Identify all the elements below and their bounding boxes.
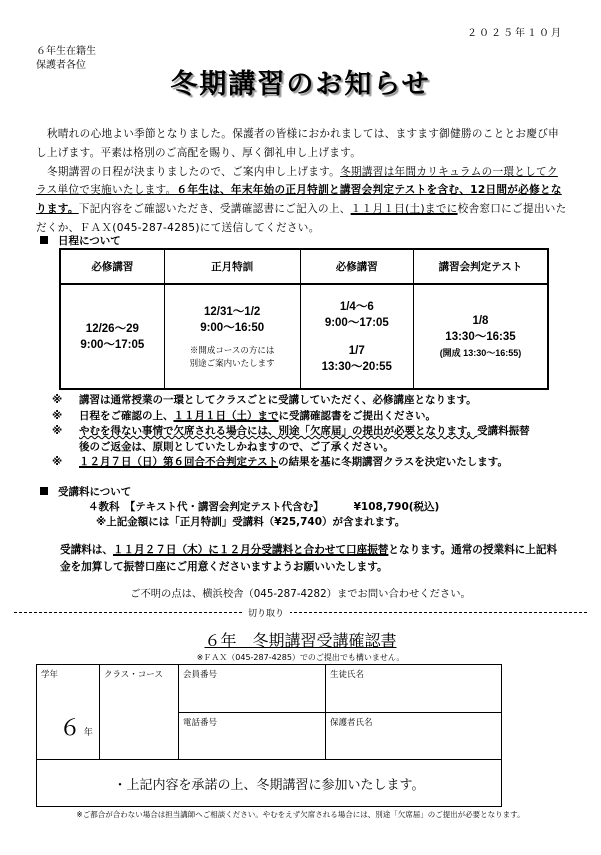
cell-note: (開成 13:30～16:55) [439, 347, 522, 358]
guardian-name-field[interactable] [326, 712, 502, 760]
cut-label: 切り取り [242, 606, 290, 619]
intro-paragraphs [36, 125, 568, 238]
student-name-field[interactable] [326, 665, 502, 713]
guardian-name-label: 保護者氏名 [330, 717, 373, 728]
agreement-statement: ・上記内容を承諾の上、冬期講習に参加いたします。 [37, 760, 502, 807]
square-bullet-icon [40, 236, 48, 244]
col-header: 講習会判定テスト [413, 249, 548, 284]
member-number-label: 会員番号 [183, 670, 218, 680]
reference-mark-icon: ※ [52, 425, 63, 437]
fee-para-part: 受講料は、 [60, 544, 113, 556]
intro-text-a: 冬期講習の日程が決まりましたので、ご案内申し上げます。 [47, 165, 341, 178]
note-text [79, 424, 530, 455]
reference-mark-icon: ※ [52, 456, 63, 468]
dashed-divider [14, 612, 587, 613]
issue-date: ２０２５年１０月 [467, 28, 563, 39]
cell-date: 1/8 [472, 314, 489, 327]
note-part: 後のご返金は、原則としていたしかねますので、ご了承ください。 [79, 440, 394, 453]
student-name-label: 生徒氏名 [330, 670, 365, 680]
fee-heading [40, 484, 131, 499]
note-absence: やむを得ない事情で欠席される場合には、別途「欠席届」の提出が必要となります。 [79, 425, 478, 437]
col-header: 必修講習 [300, 249, 413, 284]
fax-note: ※ＦＡＸ（045-287-4285）でのご提出でも構いません。 [196, 653, 405, 662]
cell-note-line: ※開成コースの方には [189, 344, 275, 355]
note-part: の結果を基に冬期講習クラスを決定いたします。 [278, 456, 508, 468]
cell-time: 9:00～17:05 [324, 316, 389, 329]
cell-time: 13:30～16:35 [445, 330, 516, 343]
cell-date: 1/4～6 [339, 300, 374, 313]
class-course-field[interactable] [100, 665, 179, 760]
cell-note-line: 別途ご案内いたします [189, 357, 275, 368]
col-header: 必修講習 [60, 249, 164, 284]
form-title-text: ６年 冬期講習受講確認書 [204, 631, 397, 650]
schedule-header-row [60, 249, 548, 284]
grade-label: 学年 [41, 670, 59, 680]
square-bullet-icon [40, 487, 48, 495]
member-number-field[interactable] [179, 665, 326, 713]
schedule-cell [164, 284, 300, 389]
note-deadline: １１月１日（土）まで [173, 409, 279, 422]
schedule-cell [60, 284, 164, 389]
cell-date: 12/26～29 [85, 322, 139, 335]
note-item [52, 393, 530, 409]
form-title [0, 628, 601, 651]
fee-para-part: となります。通常の授業料に上記料金を加算して振替口座にご用意くださいますようお願いいたします。 [60, 544, 558, 573]
schedule-row [60, 284, 548, 389]
phone-number-field[interactable] [179, 712, 326, 760]
cell-time: 9:00～16:50 [200, 321, 265, 334]
page-title: 冬期講習のお知らせ [170, 69, 431, 100]
schedule-cell [300, 284, 413, 389]
grade-cell [37, 665, 100, 760]
cell-note [166, 344, 299, 370]
reference-mark-icon: ※ [52, 394, 63, 406]
note-item [52, 455, 530, 471]
note-text: 講習は通常授業の一環としてクラスごとに受講していただく、必修講座となります。 [79, 394, 477, 406]
grade-unit: 年 [83, 728, 93, 738]
intro-text-b: 冬期講習は年間カリキュラムの一環としてクラス単位で実施いたします。 [36, 165, 558, 197]
note-text [79, 455, 508, 471]
schedule-cell [413, 284, 548, 389]
addressee-line2: 保護者各位 [36, 60, 86, 71]
schedule-table [59, 248, 549, 390]
cell-date: 1/7 [348, 344, 365, 357]
cut-line [14, 606, 587, 618]
contact-line: ご不明の点は、横浜校舎（045-287-4282）までお問い合わせください。 [130, 588, 471, 600]
grade-value [59, 711, 93, 742]
note-item [52, 409, 530, 425]
col-header: 正月特訓 [164, 249, 300, 284]
intro-text-d: 下記内容をご確認いただき、受講確認書にご記入の上、 [78, 203, 351, 216]
intro-text-f: 校舎窓口にご提出いただくか、ＦＡＸ(045-287-4285)にて送信してください。 [36, 203, 567, 234]
fee-price: ¥108,790(税込) [353, 501, 440, 513]
fee-heading-text: 受講料について [58, 486, 132, 498]
note-text [79, 409, 436, 425]
phone-number-label: 電話番号 [183, 717, 218, 728]
confirmation-form [36, 664, 502, 807]
cell-time: 13:30～20:55 [321, 360, 392, 373]
note-part: 受講料振替 [477, 425, 530, 437]
fee-included-note: ※上記金額には「正月特訓」受講料（¥25,740）が含まれます。 [96, 516, 406, 528]
cell-date: 12/31～1/2 [204, 305, 261, 318]
note-part: に受講確認書をご提出ください。 [278, 409, 436, 422]
fee-debit-date: １１月２７日（木）に１２月分受講料と合わせて口座振替 [112, 544, 389, 556]
intro-announcement [36, 163, 568, 238]
note-part: 日程をご確認の上、 [79, 409, 174, 422]
fee-line [88, 499, 439, 514]
intro-deadline: １１月１日(土)までに [350, 203, 458, 216]
note-test-date: １２月７日（日）第６回合不合判定テスト [79, 456, 279, 468]
schedule-heading-text: 日程について [58, 235, 121, 247]
addressee-line1: ６年生在籍生 [36, 46, 96, 57]
grade-number: ６ [59, 716, 82, 741]
intro-greeting: 秋晴れの心地よい季節となりました。保護者の皆様におかれましては、ますます御健勝のこととお慶び申し上げます。平素は格別のご高配を賜り、厚く御礼申し上げます。 [36, 128, 560, 159]
fee-subject: ４教科 【テキスト代・講習会判定テスト代含む】 [88, 501, 324, 513]
note-item [52, 424, 530, 455]
fee-payment-paragraph [60, 542, 560, 576]
intro-text-required: ６年生は、年末年始の正月特訓と講習会判定テストを含む、12日間が必修となります。 [36, 184, 562, 216]
schedule-heading [40, 233, 121, 248]
cell-time: 9:00～17:05 [80, 338, 145, 351]
footer-note: ※ご都合が合わない場合は担当講師へご相談ください。やむをえず欠席される場合には、別途「欠席届」のご提出が必要となります。 [76, 810, 525, 819]
schedule-notes [52, 393, 530, 471]
class-course-label: クラス・コース [104, 670, 163, 680]
reference-mark-icon: ※ [52, 409, 63, 422]
